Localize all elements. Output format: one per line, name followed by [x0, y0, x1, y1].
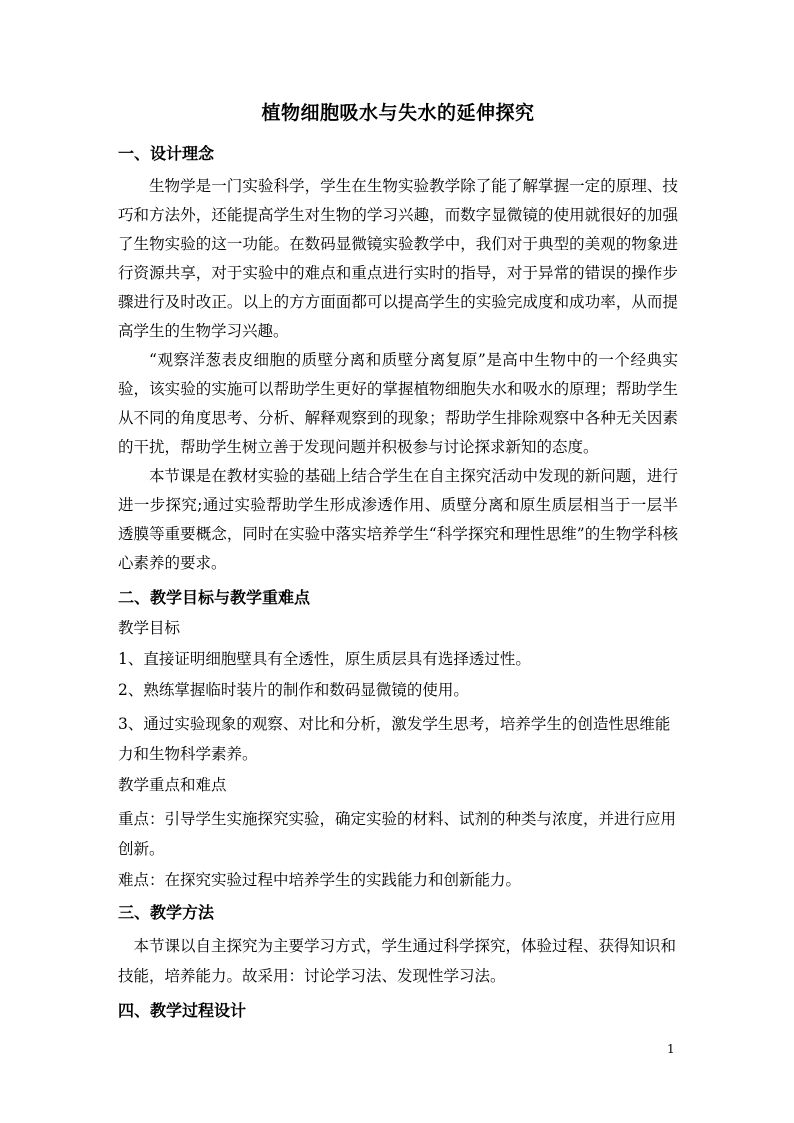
design-concept-paragraph-2: “观察洋葱表皮细胞的质壁分离和质壁分离复原”是高中生物中的一个经典实验，该实验的实施可以帮助学生更好的掌握植物细胞失水和吸水的原理；帮助学生从不同的角度思考、分析、解释观察到的现象；帮助学生排除观察中各种无关因素的干扰，帮助学生树立善于发现问题并积极参与讨论探求新知的态度。	[118, 351, 678, 456]
design-concept-paragraph-1: 生物学是一门实验科学，学生在生物实验教学除了能了解掌握一定的原理、技巧和方法外，还能提高学生对生物的学习兴趣，而数字显微镜的使用就很好的加强了生物实验的这一功能。在数码显微镜实验教学中，我们对于典型的美观的物象进行资源共享，对于实验中的难点和重点进行实时的指导，对于异常的错误的操作步骤进行及时改正。以上的方方面面都可以提高学生的实验完成度和成功率，从而提高学生的生物学习兴趣。	[118, 177, 678, 340]
section-heading-teaching-goals: 二、教学目标与教学重难点	[118, 588, 311, 607]
key-points-label: 教学重点和难点	[118, 776, 227, 794]
teaching-method-paragraph: 本节课以自主探究为主要学习方式，学生通过科学探究，体验过程、获得知识和技能，培养能力。故采用：讨论学习法、发现性学习法。	[118, 937, 677, 985]
teaching-goal-1: 1、直接证明细胞壁具有全透性，原生质层具有选择透过性。	[118, 650, 531, 668]
section-heading-design-concept: 一、设计理念	[118, 144, 215, 163]
page-number: 1	[667, 1042, 675, 1056]
section-heading-teaching-process: 四、教学过程设计	[118, 1001, 247, 1020]
design-concept-paragraph-3: 本节课是在教材实验的基础上结合学生在自主探究活动中发现的新问题，进行进一步探究;通过实验帮助学生形成渗透作用、质壁分离和原生质层相当于一层半透膜等重要概念，同时在实验中落实培养学生“科学探究和理性思维”的生物学科核心素养的要求。	[118, 467, 678, 572]
teaching-goal-3: 3、通过实验现象的观察、对比和分析，激发学生思考，培养学生的创造性思维能力和生物科学素养。	[118, 715, 671, 763]
document-page	[118, 100, 678, 1029]
document-title: 植物细胞吸水与失水的延伸探究	[261, 102, 535, 124]
difficult-point: 难点：在探究实验过程中培养学生的实践能力和创新能力。	[118, 871, 522, 889]
teaching-goals-label: 教学目标	[118, 619, 181, 637]
teaching-goal-2: 2、熟练掌握临时装片的制作和数码显微镜的使用。	[118, 681, 469, 699]
key-point: 重点：引导学生实施探究实验，确定实验的材料、试剂的种类与浓度，并进行应用创新。	[118, 810, 677, 858]
section-heading-teaching-method: 三、教学方法	[118, 903, 215, 922]
